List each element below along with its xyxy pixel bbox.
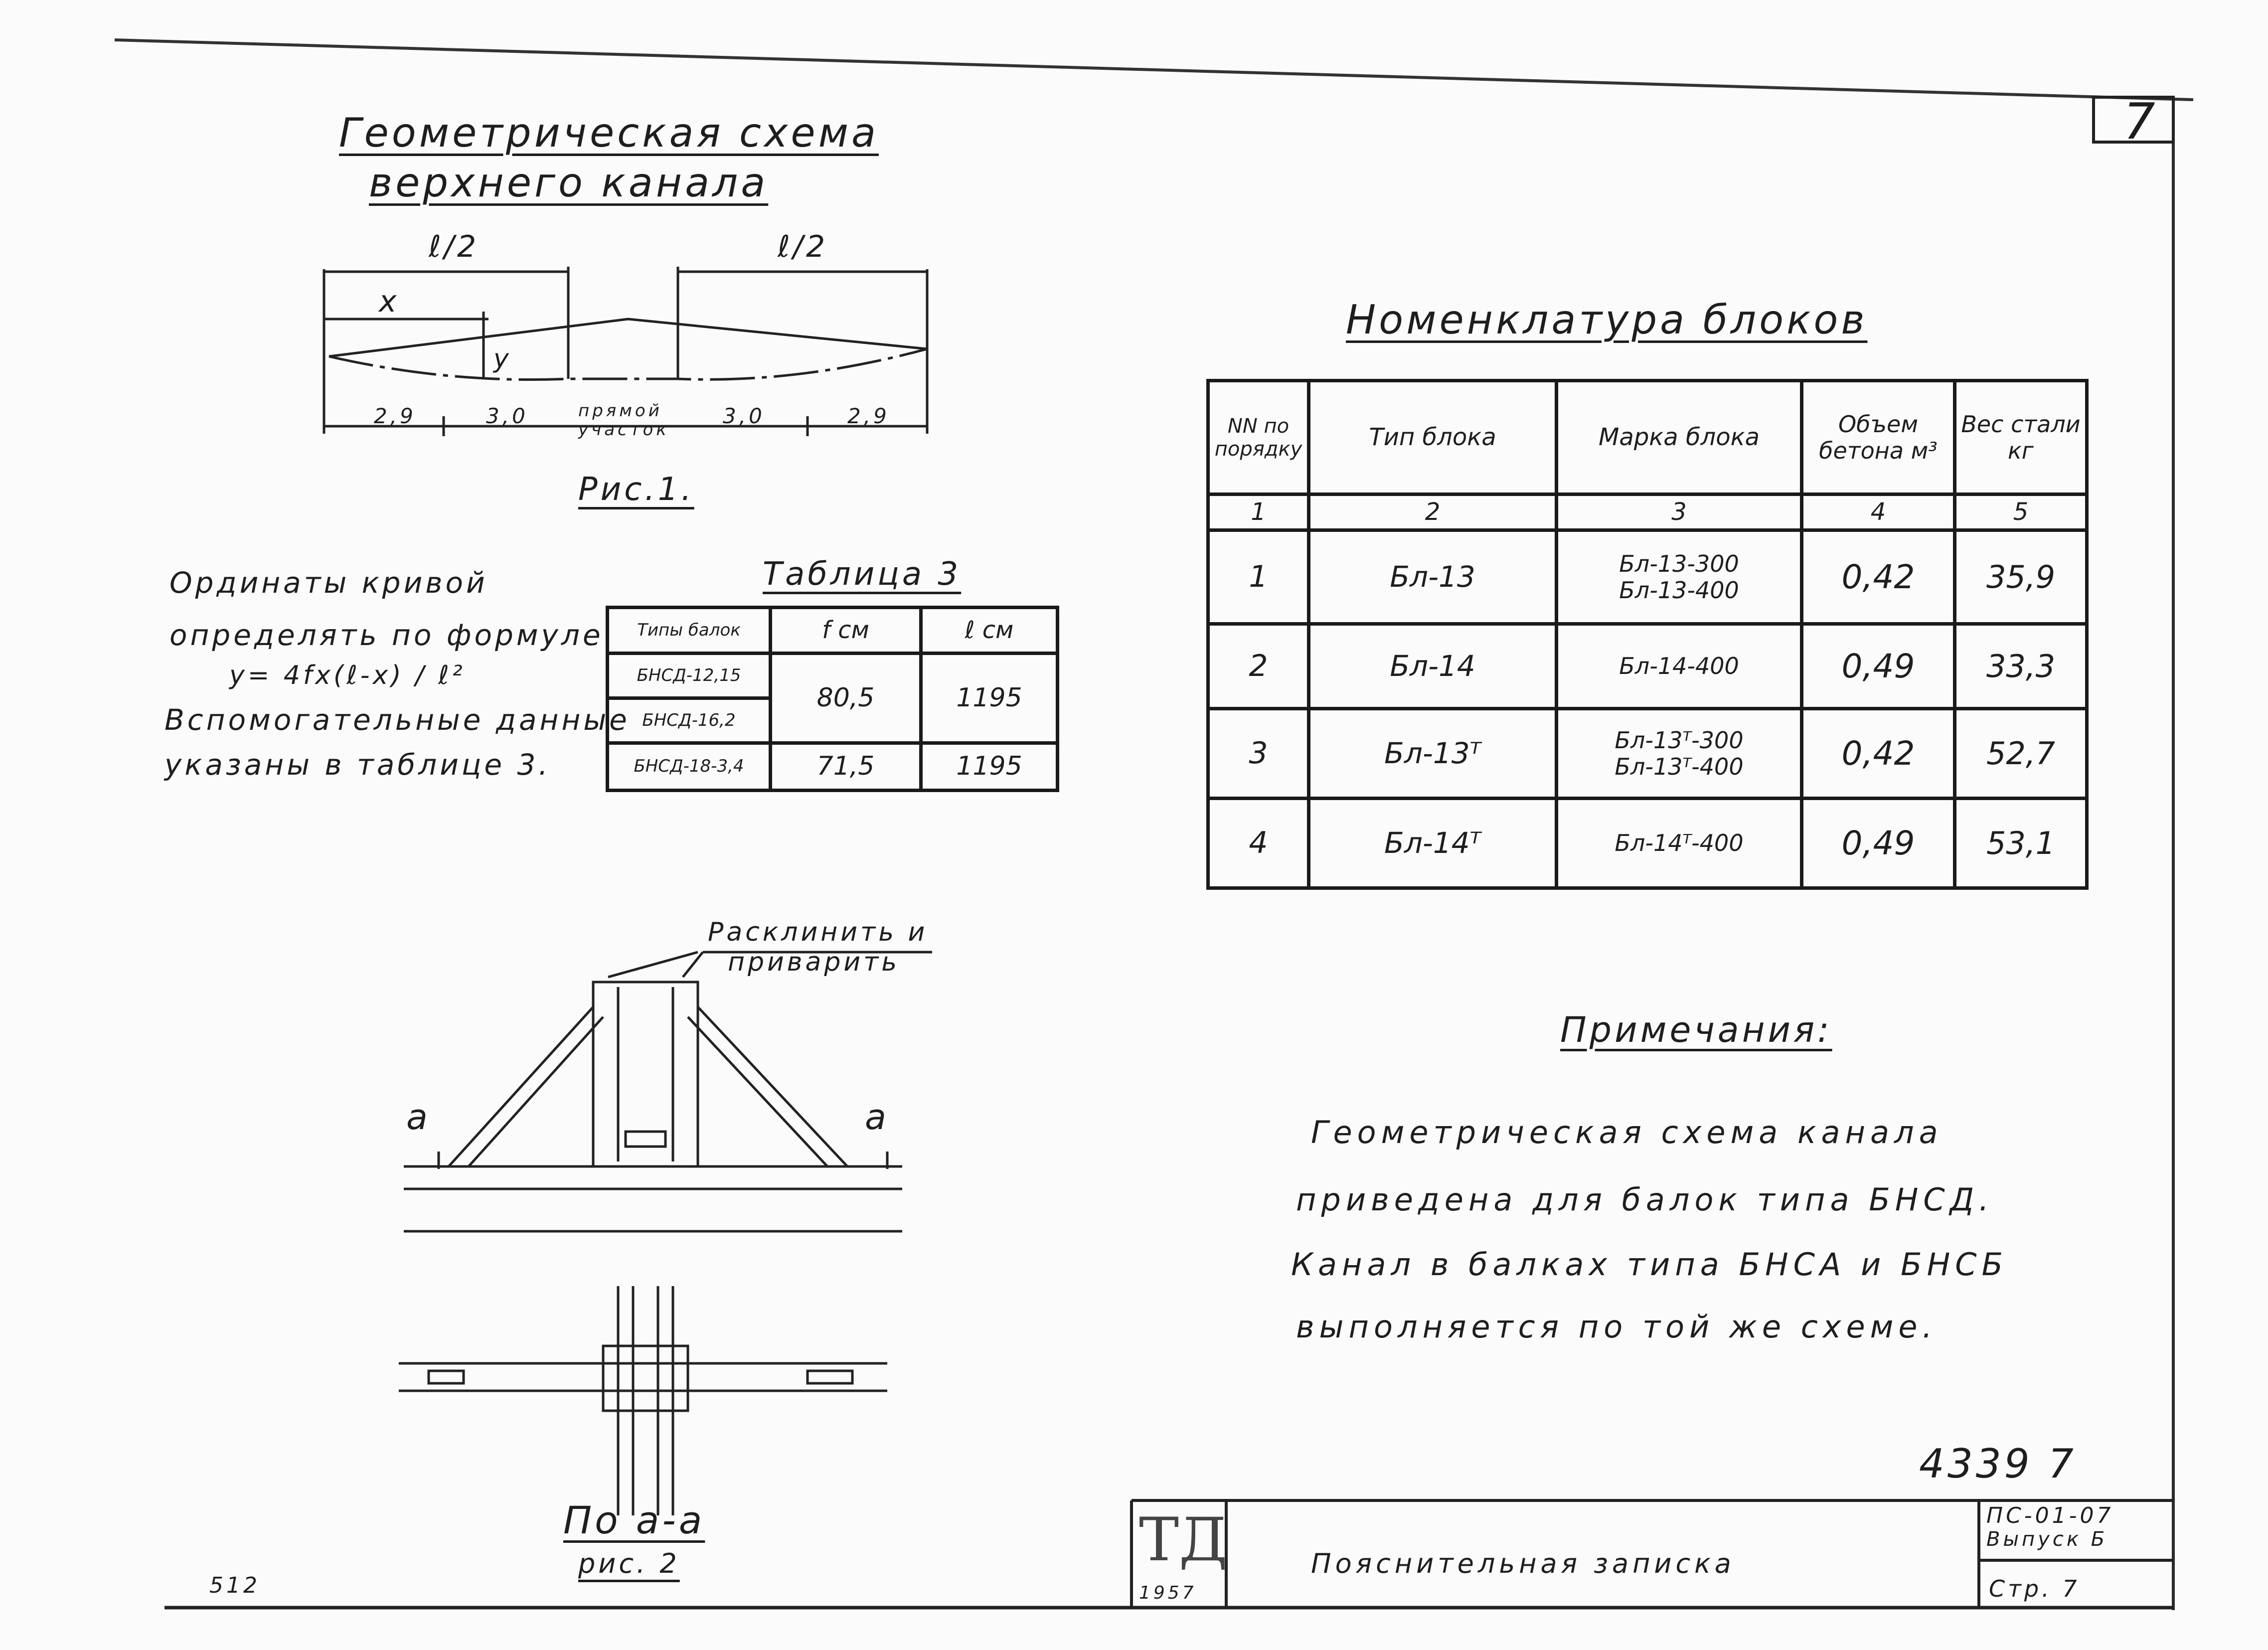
dim-1: 2,9 — [374, 404, 416, 428]
sheet-number: 7 — [2123, 92, 2158, 151]
table3-title: Таблица 3 — [763, 556, 962, 593]
nom-row4-mark-1: Бл-14ᵀ-400 — [1615, 829, 1744, 857]
label-y: y — [493, 344, 512, 374]
table3-type-3: БНСД-18-3,4 — [608, 743, 771, 791]
nom-row3-weight: 52,7 — [1955, 709, 2087, 799]
half-span-left: ℓ/2 — [429, 229, 480, 264]
series-code: ПС-01-07 — [1986, 1503, 2114, 1528]
formula-line3: Вспомогательные данные — [164, 703, 630, 737]
section-caption: По a-a — [563, 1498, 705, 1542]
table-row — [1208, 799, 2087, 888]
notes-line-3: Канал в балках типа БНСА и БНСБ — [1291, 1246, 2008, 1283]
notes-title: Примечания: — [1560, 1009, 1832, 1050]
notes-line-1: Геометрическая схема канала — [1311, 1114, 1943, 1151]
section-mark-left: a — [406, 1097, 431, 1138]
page-label: Стр. 7 — [1989, 1575, 2080, 1602]
formula-line1: Ординаты кривой — [169, 566, 488, 600]
scheme-title-line1: Геометрическая схема — [339, 110, 879, 156]
table3-header-l: ℓ см — [921, 608, 1058, 654]
nom-row1-n: 1 — [1208, 530, 1309, 624]
callout-line1: Расклинить и — [708, 917, 928, 947]
nom-row3-mark-1: Бл-13ᵀ-300 — [1615, 726, 1744, 754]
table3-l-1: 1195 — [921, 654, 1058, 743]
scheme-title-line2: верхнего канала — [369, 160, 769, 206]
table3-f-2: 71,5 — [771, 743, 921, 791]
half-span-right: ℓ/2 — [778, 229, 828, 264]
nom-row2-volume: 0,49 — [1802, 624, 1955, 709]
inventory-number: 4339 7 — [1919, 1441, 2077, 1487]
table3-header-types: Типы балок — [608, 608, 771, 654]
dim-straight-section: прямой участок — [578, 401, 669, 440]
nom-row4-type: Бл-14ᵀ — [1309, 799, 1557, 888]
dim-5: 2,9 — [847, 404, 890, 428]
formula-line4: указаны в таблице 3. — [164, 748, 551, 782]
nom-header-number: NN по порядку — [1208, 381, 1309, 495]
formula-line2: определять по формуле — [169, 618, 604, 652]
table-row — [1208, 709, 2087, 799]
nomenclature-title: Номенклатура блоков — [1346, 297, 1868, 343]
nom-row2-mark-1: Бл-14-400 — [1619, 653, 1739, 680]
dim-2: 3,0 — [486, 404, 528, 428]
table-3 — [606, 606, 1059, 792]
nom-header-volume: Объем бетона м³ — [1802, 381, 1955, 495]
issue-label: Выпуск Б — [1986, 1528, 2108, 1551]
nom-row1-volume: 0,42 — [1802, 530, 1955, 624]
corner-note: 512 — [209, 1573, 260, 1598]
nom-row3-mark-2: Бл-13ᵀ-400 — [1615, 753, 1744, 780]
table-row — [1208, 624, 2087, 709]
nom-header-mark: Марка блока — [1557, 381, 1802, 495]
nom-colnum-4: 4 — [1802, 495, 1955, 530]
nom-colnum-3: 3 — [1557, 495, 1802, 530]
nom-header-type: Тип блока — [1309, 381, 1557, 495]
notes-line-4: выполняется по той же схеме. — [1296, 1309, 1938, 1345]
label-x: x — [379, 284, 400, 319]
nom-row3-type: Бл-13ᵀ — [1309, 709, 1557, 799]
nom-colnum-5: 5 — [1955, 495, 2087, 530]
notes-line-2: приведена для балок типа БНСД. — [1296, 1181, 1994, 1218]
table3-type-1: БНСД-12,15 — [608, 654, 771, 698]
table3-f-1: 80,5 — [771, 654, 921, 743]
nom-colnum-1: 1 — [1208, 495, 1309, 530]
detail-figure — [399, 952, 932, 1515]
nom-row4-volume: 0,49 — [1802, 799, 1955, 888]
formula-expression: y= 4fx(ℓ-x) / ℓ² — [229, 660, 466, 690]
table-row — [1208, 530, 2087, 624]
nom-header-weight: Вес стали кг — [1955, 381, 2087, 495]
callout-line2: приварить — [728, 947, 900, 977]
nom-row4-weight: 53,1 — [1955, 799, 2087, 888]
stamp-logo: ТД — [1139, 1505, 1228, 1575]
nomenclature-table — [1206, 379, 2089, 890]
figure-2-caption: рис. 2 — [578, 1548, 680, 1579]
nom-row1-type: Бл-13 — [1309, 530, 1557, 624]
dim-4: 3,0 — [723, 404, 765, 428]
document-title: Пояснительная записка — [1311, 1548, 1735, 1579]
table3-l-2: 1195 — [921, 743, 1058, 791]
table3-type-2: БНСД-16,2 — [608, 698, 771, 743]
stamp-year: 1957 — [1139, 1583, 1197, 1603]
figure-1-caption: Рис.1. — [578, 471, 694, 508]
nom-row4-n: 4 — [1208, 799, 1309, 888]
nom-row2-weight: 33,3 — [1955, 624, 2087, 709]
nom-colnum-2: 2 — [1309, 495, 1557, 530]
section-mark-right: a — [865, 1097, 889, 1138]
nom-row1-mark-2: Бл-13-400 — [1619, 576, 1739, 604]
nom-row3-n: 3 — [1208, 709, 1309, 799]
nom-row1-weight: 35,9 — [1955, 530, 2087, 624]
table3-header-f: f см — [771, 608, 921, 654]
nom-row3-volume: 0,42 — [1802, 709, 1955, 799]
nom-row2-type: Бл-14 — [1309, 624, 1557, 709]
nom-row2-n: 2 — [1208, 624, 1309, 709]
nom-row1-mark-1: Бл-13-300 — [1619, 550, 1739, 577]
